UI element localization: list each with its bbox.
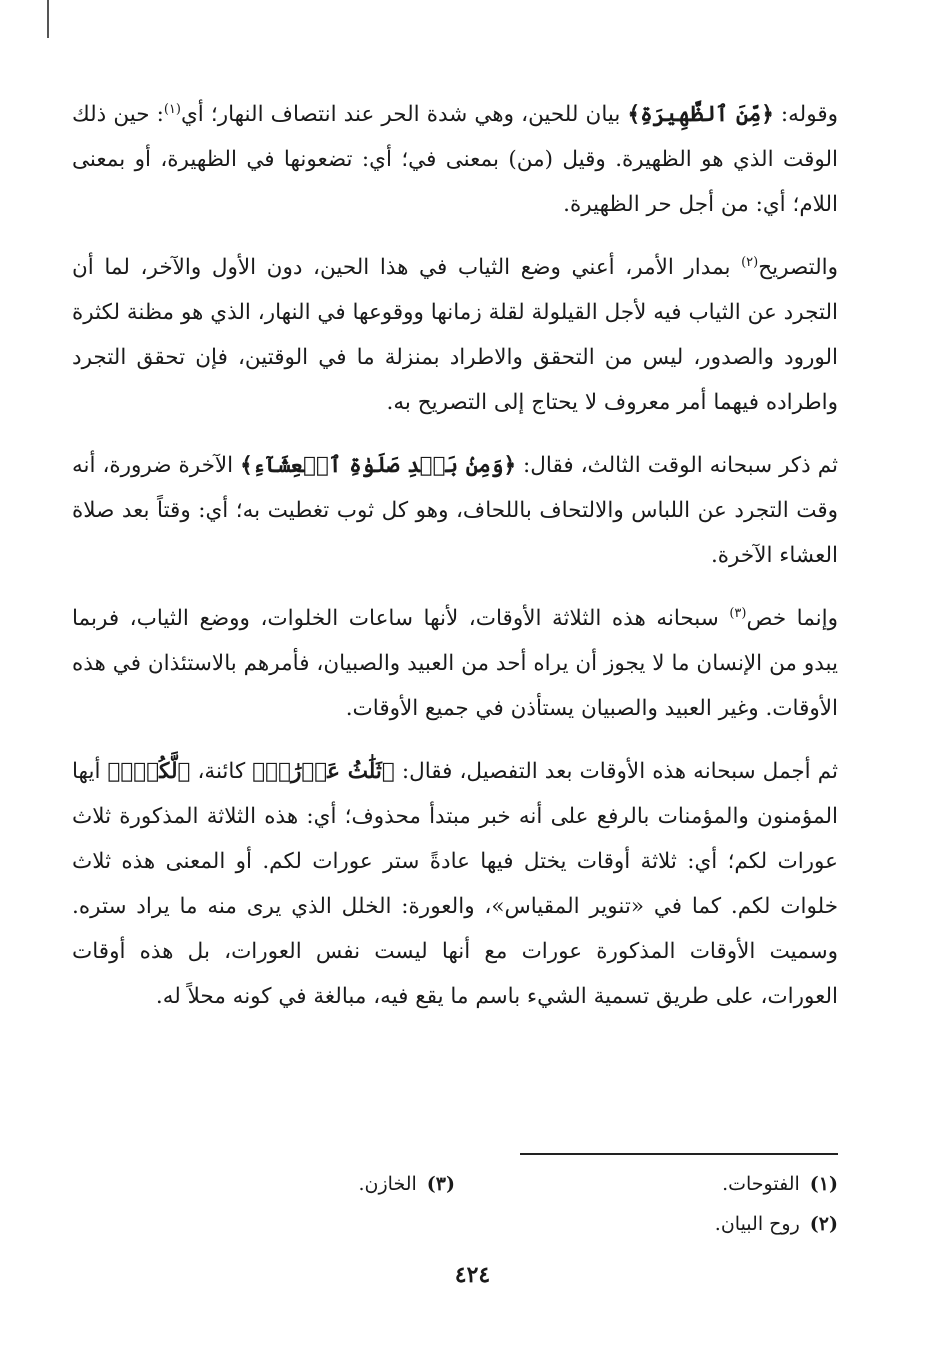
text-run: أيها المؤمنون والمؤمنات بالرفع على أنه خبر مبتدأ محذوف؛ أي: هذه الثلاثة المذكورة ثلاث عورات لكم؛ أي: ثلاثة أوقات يختل فيها عادةً ستر عورات لكم. أو المعنى هذه ثلاث خلوات لكم. كما في «تنوير المقياس»، والعورة: الخلل الذي يرى منه ما يراد ستره. وسميت الأوقات المذكورة عورات مع أنها ليست نفس العورات، بل هذه أوقات العورات، على طريق تسمية الشيء باسم ما يقع فيه، مبالغة في كونه محلاً له. [72, 759, 838, 1009]
text-run: ثم ذكر سبحانه الوقت الثالث، فقال: [516, 453, 838, 478]
footnote-2 [455, 1204, 838, 1244]
footnote-row [72, 1164, 838, 1204]
footnote-text: روح البيان. [714, 1213, 800, 1235]
footnote-ref-2: (٢) [741, 254, 759, 270]
text-run: والتصريح [758, 255, 838, 280]
text-run: وقوله: [773, 102, 838, 127]
paragraph-3 [72, 443, 838, 578]
page-body [72, 92, 838, 1037]
footnote-text: الخازن. [358, 1173, 417, 1195]
footnotes [72, 1164, 838, 1244]
text-run: وإنما خص [746, 606, 838, 631]
paragraph-1 [72, 92, 838, 227]
quran-quote: ﴿لَّكُمۡۚ﴾ [107, 759, 191, 784]
text-run: الآخرة ضرورة، أنه وقت التجرد عن اللباس والالتحاف باللحاف، وهو كل ثوب تغطيت به؛ أي: وقتاً بعد صلاة العشاء الآخرة. [72, 453, 838, 568]
text-run: بيان للحين، وهي شدة الحر عند انتصاف النهار؛ أي [180, 102, 628, 127]
quran-quote: ﴿وَمِنۢ بَعۡدِ صَلَوٰةِ ٱلۡعِشَآءِ﴾ [240, 453, 517, 478]
footnote-number: (١) [809, 1173, 838, 1195]
quran-quote: ﴿ثَلَٰثُ عَوۡرَٰتٖ﴾ [252, 759, 395, 784]
text-run: سبحانه هذه الثلاثة الأوقات، لأنها ساعات الخلوات، ووضع الثياب، فربما يبدو من الإنسان ما لا يجوز أن يراه أحد من العبيد والصبيان، فأمرهم بالاستئذان في هذه الأوقات. وغير العبيد والصبيان يستأذن في جميع الأوقات. [72, 606, 838, 721]
text-run: ثم أجمل سبحانه هذه الأوقات بعد التفصيل، فقال: [394, 759, 838, 784]
paragraph-4 [72, 596, 838, 731]
paragraph-2 [72, 245, 838, 425]
footnote-ref-3: (٣) [729, 605, 747, 621]
footnote-3 [72, 1164, 455, 1204]
footnote-number: (٣) [426, 1173, 455, 1195]
text-run: : حين ذلك الوقت الذي هو الظهيرة. وقيل (من) بمعنى في؛ أي: تضعونها في الظهيرة، أو بمعنى اللام؛ أي: من أجل حر الظهيرة. [72, 102, 838, 217]
text-run: بمدار الأمر، أعني وضع الثياب في هذا الحين، دون الأول والآخر، لما أن التجرد عن الثياب فيه لأجل القيلولة لقلة زمانها ووقوعها في النهار، الذي هو مظنة لكثرة الورود والصدور، ليس من التحقق والاطراد بمنزلة ما في الوقتين، فإن تحقق التجرد واطراده فيهما أمر معروف لا يحتاج إلى التصريح به. [72, 255, 838, 415]
footnote-separator [520, 1153, 838, 1155]
text-run: كائنة، [190, 759, 253, 784]
footnote-ref-1: (١) [163, 101, 181, 117]
footnote-number: (٢) [809, 1213, 838, 1235]
scan-edge-mark [47, 0, 49, 38]
paragraph-5 [72, 749, 838, 1019]
footnote-1 [455, 1164, 838, 1204]
page-number: ٤٢٤ [454, 1262, 491, 1288]
quran-quote: ﴿مِّنَ ٱلظَّهِيرَةِ﴾ [627, 102, 774, 127]
footnote-text: الفتوحات. [722, 1173, 800, 1195]
footnote-row [72, 1204, 838, 1244]
